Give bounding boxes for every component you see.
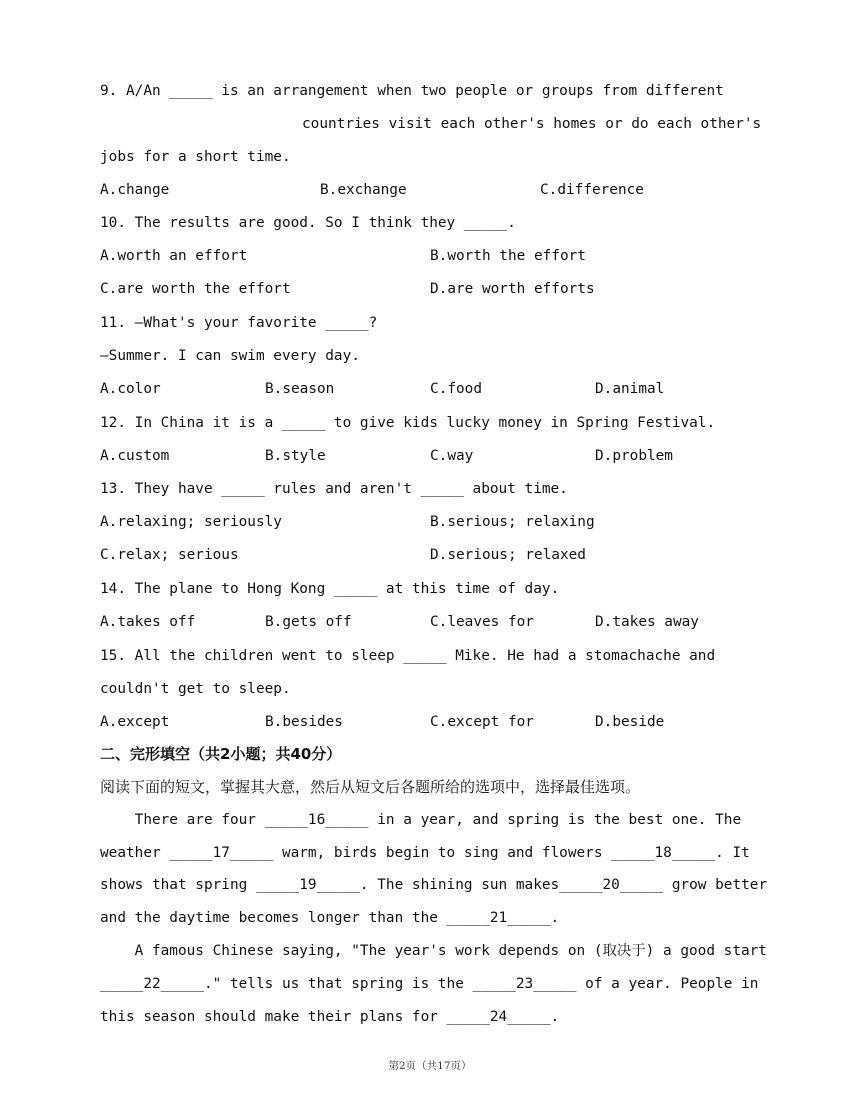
q13-option-b: B.serious; relaxing [430,514,595,530]
passage-line-5: A famous Chinese saying, "The year's work depends on (取决于) a good start [100,943,767,959]
q12-stem: 12. In China it is a _____ to give kids lucky money in Spring Festival. [100,415,716,431]
q11-option-b: B.season [265,381,335,397]
q13-option-a: A.relaxing; seriously [100,514,282,530]
passage-line-3: shows that spring _____19_____. The shining sun makes_____20_____ grow better [100,877,768,893]
q15-option-a: A.except [100,714,170,730]
q9-option-c: C.difference [540,182,644,198]
q9-stem-line-1: 9. A/An _____ is an arrangement when two people or groups from different [100,83,724,99]
q14-option-a: A.takes off [100,614,196,630]
passage-line-2: weather _____17_____ warm, birds begin to sing and flowers _____18_____. It [100,845,750,861]
q12-option-b: B.style [265,448,326,464]
q10-option-a: A.worth an effort [100,248,248,264]
q9-stem-line-2: countries visit each other's homes or do each other's [302,116,762,132]
q9-option-b: B.exchange [320,182,407,198]
q13-option-d: D.serious; relaxed [430,547,586,563]
passage-line-6: _____22_____." tells us that spring is the _____23_____ of a year. People in [100,976,759,992]
q12-option-a: A.custom [100,448,170,464]
q14-stem: 14. The plane to Hong Kong _____ at this time of day. [100,581,560,597]
q9-stem-line-3: jobs for a short time. [100,149,291,165]
q15-option-d: D.beside [595,714,665,730]
q14-option-b: B.gets off [265,614,352,630]
passage-line-4: and the daytime becomes longer than the _____21_____. [100,910,560,926]
passage-line-7: this season should make their plans for _____24_____. [100,1009,560,1025]
q10-option-d: D.are worth efforts [430,281,595,297]
q10-option-c: C.are worth the effort [100,281,291,297]
section-heading: 二、完形填空（共2小题；共40分） [100,745,342,763]
page-number-footer: 第2页（共17页） [388,1060,472,1072]
q15-stem-line-1: 15. All the children went to sleep _____ Mike. He had a stomachache and [100,648,716,664]
q14-option-d: D.takes away [595,614,699,630]
q11-option-a: A.color [100,381,161,397]
q11-option-c: C.food [430,381,482,397]
q12-option-d: D.problem [595,448,673,464]
q11-stem-line-2: —Summer. I can swim every day. [100,348,360,364]
q12-option-c: C.way [430,448,474,464]
q13-option-c: C.relax; serious [100,547,239,563]
q13-stem: 13. They have _____ rules and aren't _____ about time. [100,481,568,497]
q10-option-b: B.worth the effort [430,248,586,264]
q14-option-c: C.leaves for [430,614,534,630]
q10-stem: 10. The results are good. So I think they _____. [100,215,516,231]
q15-option-b: B.besides [265,714,343,730]
passage-line-1: There are four _____16_____ in a year, and spring is the best one. The [100,812,742,828]
q15-option-c: C.except for [430,714,534,730]
q9-option-a: A.change [100,182,170,198]
q15-stem-line-2: couldn't get to sleep. [100,681,291,697]
q11-stem-line-1: 11. —What's your favorite _____? [100,315,378,331]
section-instruction: 阅读下面的短文，掌握其大意，然后从短文后各题所给的选项中，选择最佳选项。 [100,778,641,796]
q11-option-d: D.animal [595,381,665,397]
